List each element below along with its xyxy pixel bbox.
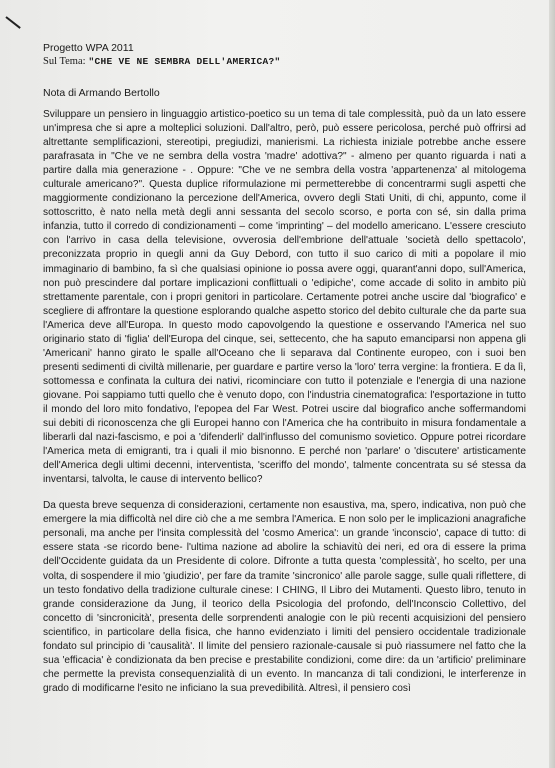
theme-line	[43, 55, 280, 68]
theme-title: "CHE VE NE SEMBRA DELL'AMERICA?"	[88, 56, 281, 67]
pen-stroke-mark	[5, 16, 20, 29]
page-edge	[549, 0, 555, 768]
paragraph-1: Sviluppare un pensiero in linguaggio artistico-poetico su un tema di tale complessità, può da un lato essere un'impresa che si apre a molteplici soluzioni. Dall'altro, però, può essere pericolosa, perché può offrirsi ad altrettante semplificazioni, stereotipi, pregiudizi, manierismi. La richiesta iniziale potrebbe anche essere parafrasata in "Che ve ne sembra della vostra 'madre' adottiva?" - almeno per quanto riguarda i nati a partire dalla mia generazione - . Oppure: "Che ve ne sembra della vostra 'appartenenza' al mitologema culturale americano?". Questa duplice riformulazione mi permetterebbe di concentrarmi sugli aspetti che maggiormente condizionano la percezione dell'America, ovvero degli Stati Uniti, di chi, appunto, come il sottoscritto, è nato nella metà degli anni sessanta del secolo scorso, e porta con sé, sin dalla prima infanzia, tutto il corredo di condizionamenti – come 'imprinting' – del modello americano. L'essere cresciuto con l'arrivo in casa della televisione, ovverosia dell'embrione dell'attuale 'società dello spettacolo', preconizzata proprio in quegli anni da Guy Debord, con tutto il suo carico di miti a popolare il mio immaginario di bambino, fa sì che qualsiasi opinione io possa avere oggi, quarant'anni dopo, sull'America, non può prescindere dal portare implicazioni conflittuali o 'edipiche', come accade di solito in ambito più strettamente parentale, con i propri genitori in particolare. Certamente potrei anche uscire dal 'biografico' e scegliere di affrontare la questione esplorando qualche aspetto storico del debito culturale che da parte sua l'America deve all'Europa. In questo modo capovolgendo la questione e osservando l'America nel suo originario stato di 'figlia' dell'Europa del cinque, sei, settecento, che ha saputo emanciparsi non appena gli 'Americani' hanno girato le spalle all'Oceano che li separava dal Continente europeo, con i suoi ben presenti sedimenti di civiltà millenarie, per guardare e partire verso la 'loro' terra vergine: la frontiera. E da lì, sottomessa e confinata la cultura dei nativi, ricominciare con tutto il potenziale e l'energia di una nazione giovane. Poi sappiamo tutti quello che è venuto dopo, con l'industria cinematografica: l'esportazione in tutto il mondo del loro mito fondativo, l'epopea del Far West. Potrei uscire dal biografico anche soffermandomi sui debiti di riconoscenza che gli Europei hanno con l'America che ha contribuito in misura fondamentale a liberarli dal nazi-fascismo, e poi a 'difenderli' dall'influsso del comunismo sovietico. Oppure potrei ricordare l'America meta di emigranti, tra i quali il mio bisnonno. E perché non 'parlare' o 'discutere' artisticamente dell'America degli ultimi decenni, interventista, 'sceriffo del mondo', talmente concentrata su sé stessa da inventarsi, talvolta, le cause di intervento bellico?	[43, 109, 526, 486]
project-line: Progetto WPA 2011	[43, 42, 134, 54]
document-header	[43, 42, 280, 68]
paragraph-2: Da questa breve sequenza di considerazioni, certamente non esaustiva, ma, spero, indicativa, non può che emergere la mia difficoltà nel dire ciò che a me sembra l'America. E non solo per le implicazioni anagrafiche personali, ma anche per l'insita complessità del 'cosmo America': un grande 'inconscio', capace di tutto: di essere stata -se ricordo bene- l'ultima nazione ad abolire la schiavitù dei neri, ed ora di essere la prima dell'Occidente guidata da un Presidente di colore. Difronte a tutta questa 'complessità', ho scelto, per una volta, di sospendere il mio 'giudizio', per fare da tramite 'sincronico' alle parole sagge, sulle quali riflettere, di un testo fondativo della tradizione culturale cinese: I CHING, Il Libro dei Mutamenti. Questo libro, tenuto in grande considerazione da Jung, il teorico della Psicologia del profondo, dell'Inconscio Collettivo, del concetto di 'sincronicità', presenta delle sorprendenti analogie con le più recenti acquisizioni del pensiero scientifico, in particolare della fisica, che hanno evidenziato i limiti del pensiero occidentale tradizionale fondato sul principio di 'causalità'. Il limite del pensiero razionale-causale si può riassumere nel fatto che la sua 'efficacia' è condizionata da ben precise e prestabilite condizioni, come dire: da un 'artificio' preliminare che permette la prevista consequenzialità di un evento. In mancanza di tali condizioni, le interferenze in grado di modificarne l'esito ne inficiano la sua prevedibilità. Altresì, il pensiero così	[43, 500, 526, 694]
document-body	[43, 108, 526, 708]
note-author: Nota di Armando Bertollo	[43, 87, 160, 99]
theme-label: Sul Tema:	[43, 56, 86, 67]
